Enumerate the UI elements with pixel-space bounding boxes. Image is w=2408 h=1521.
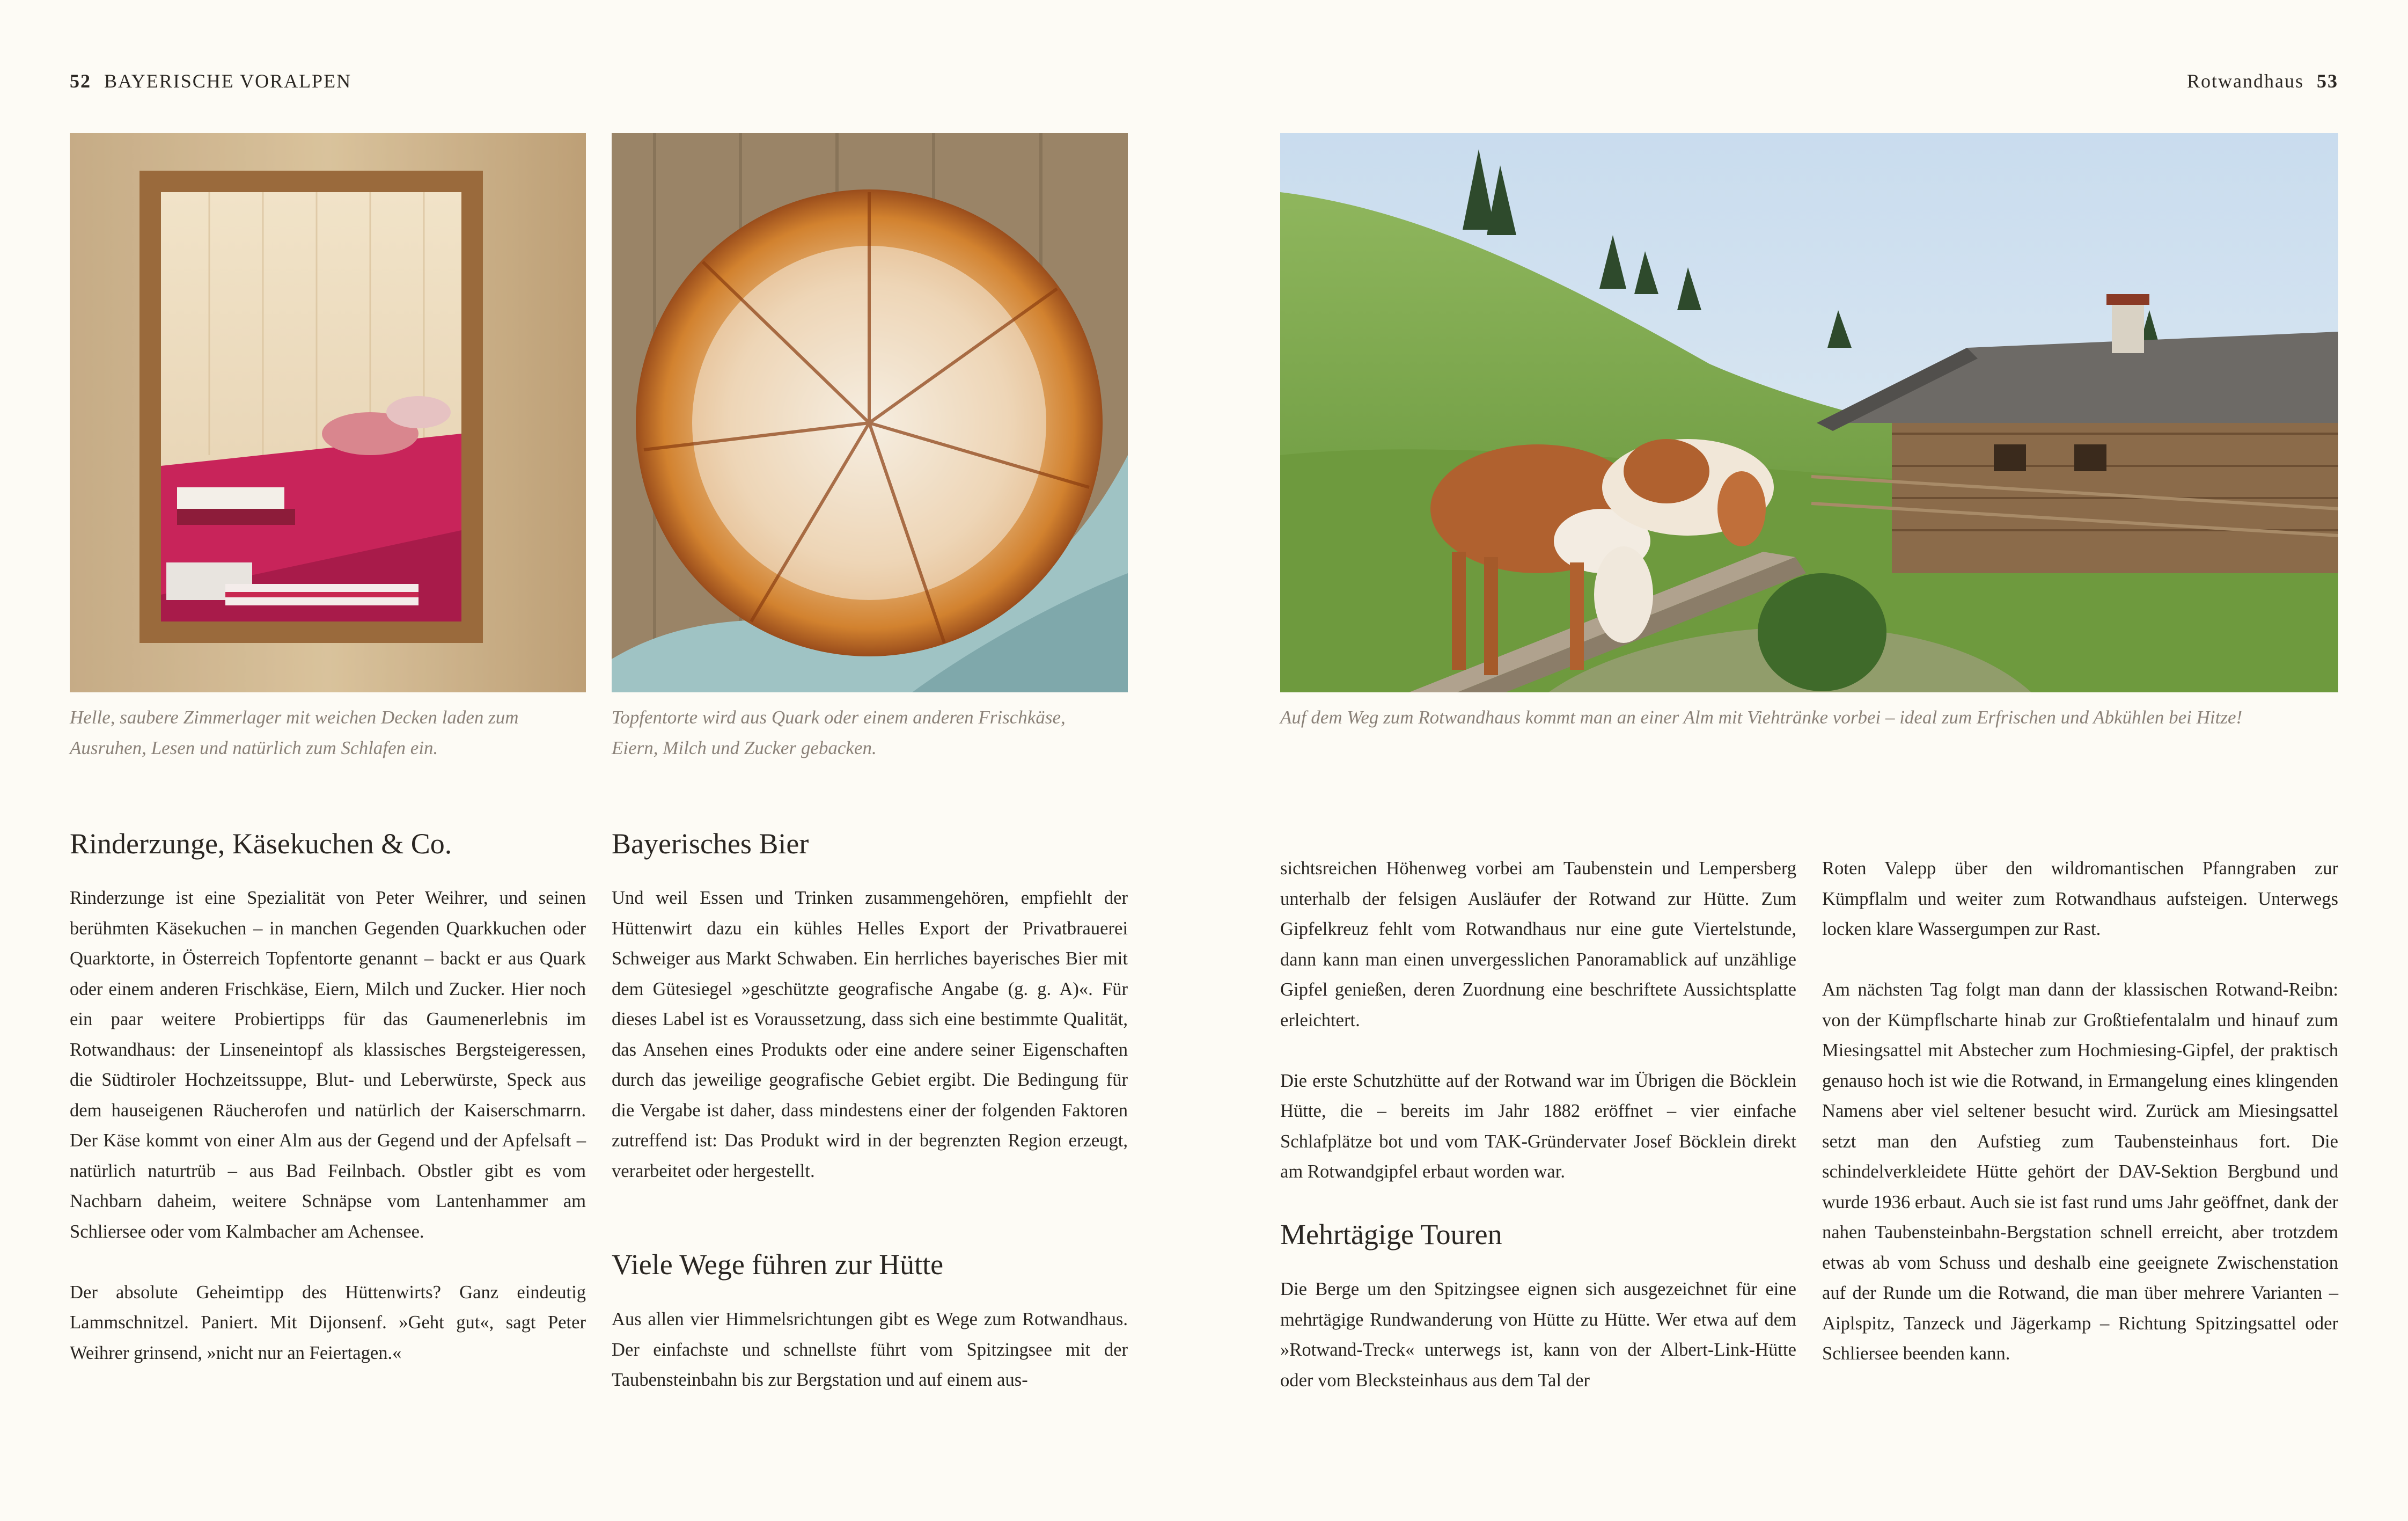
col4-paragraph-1: Roten Valepp über den wildromantischen Pfanngraben zur Kümpflalm und weiter zum Rotwandhaus aufsteigen. Unterwegs locken klare Wassergumpen zur Rast.	[1822, 858, 2338, 939]
col1-paragraph-1: Rinderzunge ist eine Spezialität von Peter Weihrer, und seinen berühmten Käsekuchen – in manchen Gegenden Quarkkuchen oder Quarktorte, in Österreich Topfentorte genannt – backt er aus Quark oder einem anderen Frischkäse, Eiern, Milch und Zucker. Hier noch ein paar weitere Probiertipps für das Gaumenerlebnis im Rotwandhaus: der Linseneintopf als klassisches Bergsteigeressen, die Südtiroler Hochzeitssuppe, Blut- und Leberwürste, Speck aus dem hauseigenen Räucherofen und natürlich der Kaiserschmarrn. Der Käse kommt von einer Alm aus der Gegend und der Apfelsaft – natürlich naturtrüb – aus Bad Feilnbach. Obstler gibt es vom Nachbarn daheim, weitere Schnäpse vom Lantenhammer am Schliersee oder vom Kalmbacher am Achensee.	[70, 888, 586, 1242]
column-3-text-b	[1280, 1274, 1796, 1395]
photo-alm-cows	[1280, 133, 2338, 692]
caption-dormitory: Helle, saubere Zimmerlager mit weichen Decken laden zum Ausruhen, Lesen und natürlich zum Schlafen ein.	[70, 707, 519, 758]
heading-viele-wege: Viele Wege führen zur Hütte	[612, 1248, 944, 1281]
photo-cheesecake	[612, 133, 1128, 692]
heading-rinderzunge: Rinderzunge, Käsekuchen & Co.	[70, 828, 452, 860]
col3-paragraph-3: Die Berge um den Spitzingsee eignen sich ausgezeichnet für eine mehrtägige Rundwanderung von Hütte zu Hütte. Wer etwa auf dem »Rotwand-Treck« unterwegs ist, kann von der Albert-Link-Hütte oder vom Blecksteinhaus aus dem Tal der	[1280, 1279, 1796, 1391]
col2-paragraph-1: Und weil Essen und Trinken zusammengehören, empfiehlt der Hüttenwirt dazu ein kühles Helles Export der Privatbrauerei Schweiger aus Markt Schwaben. Ein herrliches bayerisches Bier mit dem Gütesiegel »geschützte geografische Angabe (g. g. A)«. Für dieses Label ist es Voraussetzung, dass sich eine bestimmte Qualität, das Ansehen eines Produkts oder eine andere seiner Eigenschaften durch das jeweilige geografische Gebiet ergibt. Die Bedingung für die Vergabe ist daher, dass mindestens einer der folgenden Faktoren zutreffend ist: Das Produkt wird in der begrenzten Region erzeugt, verarbeitet oder hergestellt.	[612, 888, 1128, 1181]
photo-dormitory-mirror	[70, 133, 586, 692]
running-head-left	[70, 70, 351, 92]
page-number-left: 52	[70, 70, 91, 92]
caption-cheesecake: Topfentorte wird aus Quark oder einem anderen Frischkäse, Eiern, Milch und Zucker gebacken.	[612, 707, 1066, 758]
column-3-text-a	[1280, 853, 1796, 1187]
column-2-text-b	[612, 1304, 1128, 1395]
column-4-text	[1822, 853, 2338, 1369]
chapter-title: Rotwandhaus	[2187, 70, 2304, 92]
col3-paragraph-1: sichtsreichen Höhenweg vorbei am Taubenstein und Lempersberg unterhalb der felsigen Ausläufer der Rotwand zur Hütte. Zum Gipfelkreuz fehlt vom Rotwandhaus nur eine gute Viertelstunde, dann kann man einen unvergesslichen Panoramablick auf unzählige Gipfel genießen, deren Zuordnung eine beschriftete Aussichtsplatte erleichtert.	[1280, 858, 1796, 1030]
caption-alm: Auf dem Weg zum Rotwandhaus kommt man an einer Alm mit Viehtränke vorbei – ideal zum Erfrischen und Abkühlen bei Hitze!	[1280, 707, 2243, 728]
section-title: BAYERISCHE VORALPEN	[104, 70, 352, 92]
heading-bayerisches-bier: Bayerisches Bier	[612, 828, 809, 860]
page-number-right: 53	[2317, 70, 2338, 92]
col4-paragraph-2: Am nächsten Tag folgt man dann der klassischen Rotwand-Reibn: von der Kümpflscharte hinab zur Großtiefentalalm und hinauf zum Miesingsattel mit Abstecher zum Hochmiesing-Gipfel, der praktisch genauso hoch ist wie die Rotwand, in Ermangelung eines klingenden Namens aber viel seltener besucht wird. Zurück am Miesingsattel setzt man den Aufstieg zum Taubensteinhaus fort. Die schindelverkleidete Hütte gehört der DAV-Sektion Bergbund und wurde 1936 erbaut. Auch sie ist fast rund ums Jahr geöffnet, dank der nahen Taubensteinbahn-Bergstation schnell erreicht, aber trotzdem etwas ab vom Schuss und deshalb eine geeignete Zwischenstation auf der Runde um die Rotwand, die man über mehrere Varianten – Aiplspitz, Tanzeck und Jägerkamp – Richtung Spitzingsattel oder Schliersee beenden kann.	[1822, 979, 2338, 1364]
col1-paragraph-2: Der absolute Geheimtipp des Hüttenwirts? Ganz eindeutig Lammschnitzel. Paniert. Mit Dijonsenf. »Geht gut«, sagt Peter Weihrer grinsend, »nicht nur an Feiertagen.«	[70, 1282, 586, 1363]
col2-paragraph-2: Aus allen vier Himmelsrichtungen gibt es Wege zum Rotwandhaus. Der einfachste und schnellste führt vom Spitzingsee mit der Taubensteinbahn bis zur Bergstation und auf einem aus-	[612, 1309, 1128, 1390]
column-1-text	[70, 883, 586, 1368]
running-head-right	[2187, 70, 2338, 92]
col3-paragraph-2: Die erste Schutzhütte auf der Rotwand war im Übrigen die Böcklein Hütte, die – bereits im Jahr 1882 eröffnet – vier einfache Schlafplätze bot und vom TAK-Gründervater Josef Böcklein direkt am Rotwandgipfel erbaut worden war.	[1280, 1070, 1796, 1182]
column-2-text-a	[612, 883, 1128, 1186]
heading-mehrtaegige-touren: Mehrtägige Touren	[1280, 1218, 1502, 1251]
